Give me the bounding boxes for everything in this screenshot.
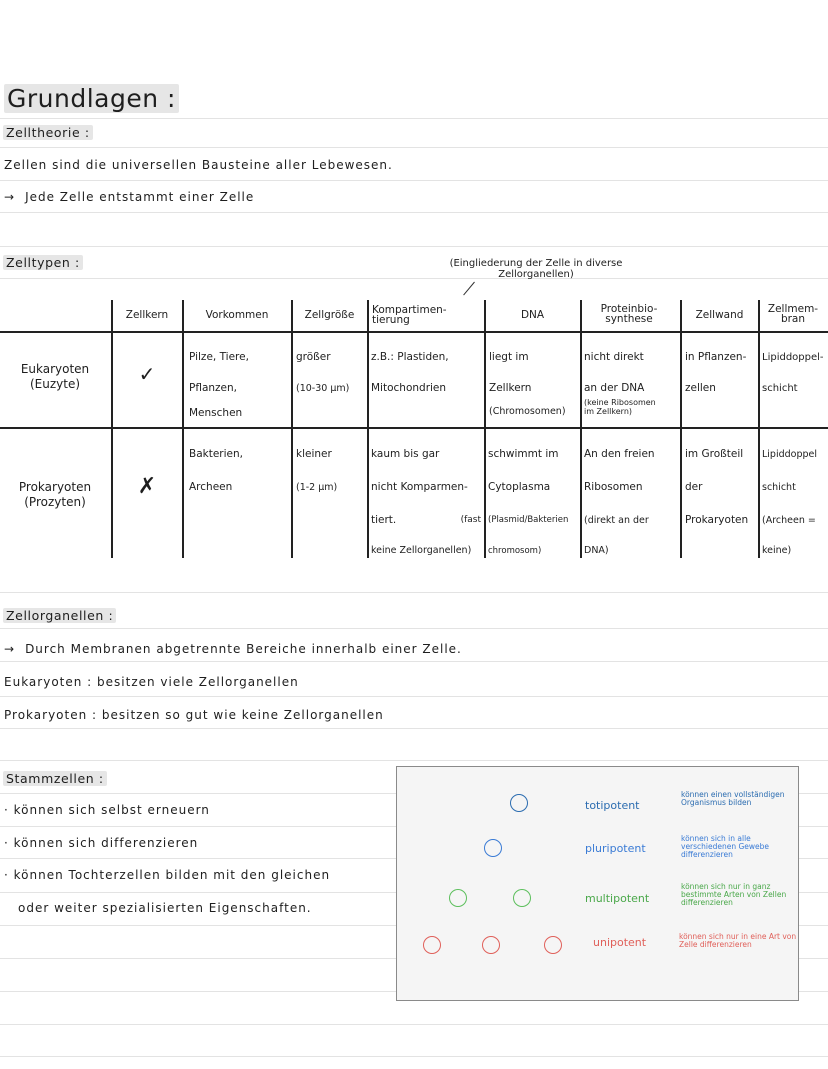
unipotent-description: können sich nur in eine Art von Zelle differenzieren	[679, 932, 797, 949]
cross-icon: ✗	[137, 474, 157, 499]
header-proteinbiosynthese: Proteinbio-synthese	[600, 303, 658, 325]
totipotent-cell-icon	[510, 794, 528, 812]
eukaryoten-zellwand: in Pflanzen- zellen	[685, 351, 747, 394]
row-label-eukaryoten: Eukaryoten (Euzyte)	[20, 362, 90, 391]
eukaryoten-zellmembran: Lipiddoppel- schicht	[762, 352, 824, 394]
zelltypen-note: (Eingliederung der Zelle in diverse Zellorganellen)	[449, 258, 623, 280]
header-zellwand: Zellwand	[695, 309, 744, 321]
zellorganellen-heading: Zellorganellen :	[3, 608, 116, 623]
prokaryoten-proteinbiosynthese: An den freien Ribosomen (direkt an der DNA)	[584, 448, 655, 556]
prokaryoten-zellmembran: Lipiddoppel schicht (Archeen = keine)	[762, 449, 818, 556]
check-icon: ✓	[138, 362, 156, 386]
header-zellmembran: Zellmem-bran	[767, 303, 819, 325]
header-kompartimentierung: Kompartimen-tierung	[372, 304, 447, 326]
pluripotent-label: pluripotent	[585, 842, 646, 855]
header-zellkern: Zellkern	[125, 309, 169, 321]
stammzellen-heading: Stammzellen :	[3, 771, 107, 786]
eukaryoten-proteinbiosynthese: nicht direkt an der DNA (keine Ribosomen im Zellkern)	[584, 351, 656, 416]
eukaryoten-kompartimentierung: z.B.: Plastiden, Mitochondrien	[371, 351, 449, 394]
stammzellen-item: · können sich selbst erneuern	[4, 803, 210, 817]
row-label-prokaryoten: Prokaryoten (Prozyten)	[18, 480, 92, 509]
potency-diagram	[396, 766, 799, 1001]
prokaryoten-kompartimentierung: kaum bis gar nicht Komparmen- tiert. (fast keine Zellorganellen)	[371, 448, 481, 556]
zelltypen-heading: Zelltypen :	[3, 255, 83, 270]
multipotent-label: multipotent	[585, 892, 650, 905]
header-vorkommen: Vorkommen	[205, 309, 269, 321]
arrow-icon: →	[4, 642, 16, 656]
zelltypen-table	[0, 300, 828, 558]
prokaryoten-zellgroesse: kleiner (1-2 µm)	[296, 448, 338, 493]
arrow-icon: →	[4, 190, 16, 204]
eukaryoten-zellgroesse: größer (10-30 µm)	[296, 351, 350, 394]
unipotent-cell-icon	[544, 936, 562, 954]
eukaryoten-dna: liegt im Zellkern (Chromosomen)	[489, 351, 566, 417]
totipotent-description: können einen vollständigen Organismus bilden	[681, 790, 785, 807]
multipotent-cell-icon	[449, 889, 467, 907]
zelltheorie-heading: Zelltheorie :	[3, 125, 93, 140]
zellorganellen-line-3: Prokaryoten : besitzen so gut wie keine Zellorganellen	[4, 708, 384, 722]
prokaryoten-dna: schwimmt im Cytoplasma (Plasmid/Bakterien chromosom)	[488, 448, 569, 556]
page-title: Grundlagen :	[4, 84, 179, 113]
totipotent-label: totipotent	[585, 799, 640, 812]
prokaryoten-zellwand: im Großteil der Prokaryoten	[685, 448, 749, 526]
unipotent-label: unipotent	[593, 936, 647, 949]
zellorganellen-line-2: Eukaryoten : besitzen viele Zellorganellen	[4, 675, 299, 689]
header-dna: DNA	[520, 309, 545, 321]
multipotent-description: können sich nur in ganz bestimmte Arten von Zellen differenzieren	[681, 882, 787, 907]
prokaryoten-vorkommen: Bakterien, Archeen	[189, 448, 243, 493]
header-zellgroesse: Zellgröße	[304, 309, 355, 321]
pluripotent-cell-icon	[484, 839, 502, 857]
zelltheorie-line-2: → Jede Zelle entstammt einer Zelle	[4, 190, 255, 204]
stammzellen-item: · können Tochterzellen bilden mit den gleichen	[4, 868, 331, 882]
unipotent-cell-icon	[423, 936, 441, 954]
eukaryoten-vorkommen: Pilze, Tiere, Pflanzen, Menschen	[189, 351, 249, 419]
zellorganellen-line-1: → Durch Membranen abgetrennte Bereiche innerhalb einer Zelle.	[4, 642, 462, 656]
unipotent-cell-icon	[482, 936, 500, 954]
stammzellen-item: · können sich differenzieren	[4, 836, 199, 850]
stammzellen-item: oder weiter spezialisierten Eigenschaften.	[18, 901, 312, 915]
multipotent-cell-icon	[513, 889, 531, 907]
note-pointer	[463, 282, 475, 296]
zelltheorie-line-1: Zellen sind die universellen Bausteine aller Lebewesen.	[4, 158, 393, 172]
pluripotent-description: können sich in alle verschiedenen Gewebe differenzieren	[681, 834, 770, 859]
